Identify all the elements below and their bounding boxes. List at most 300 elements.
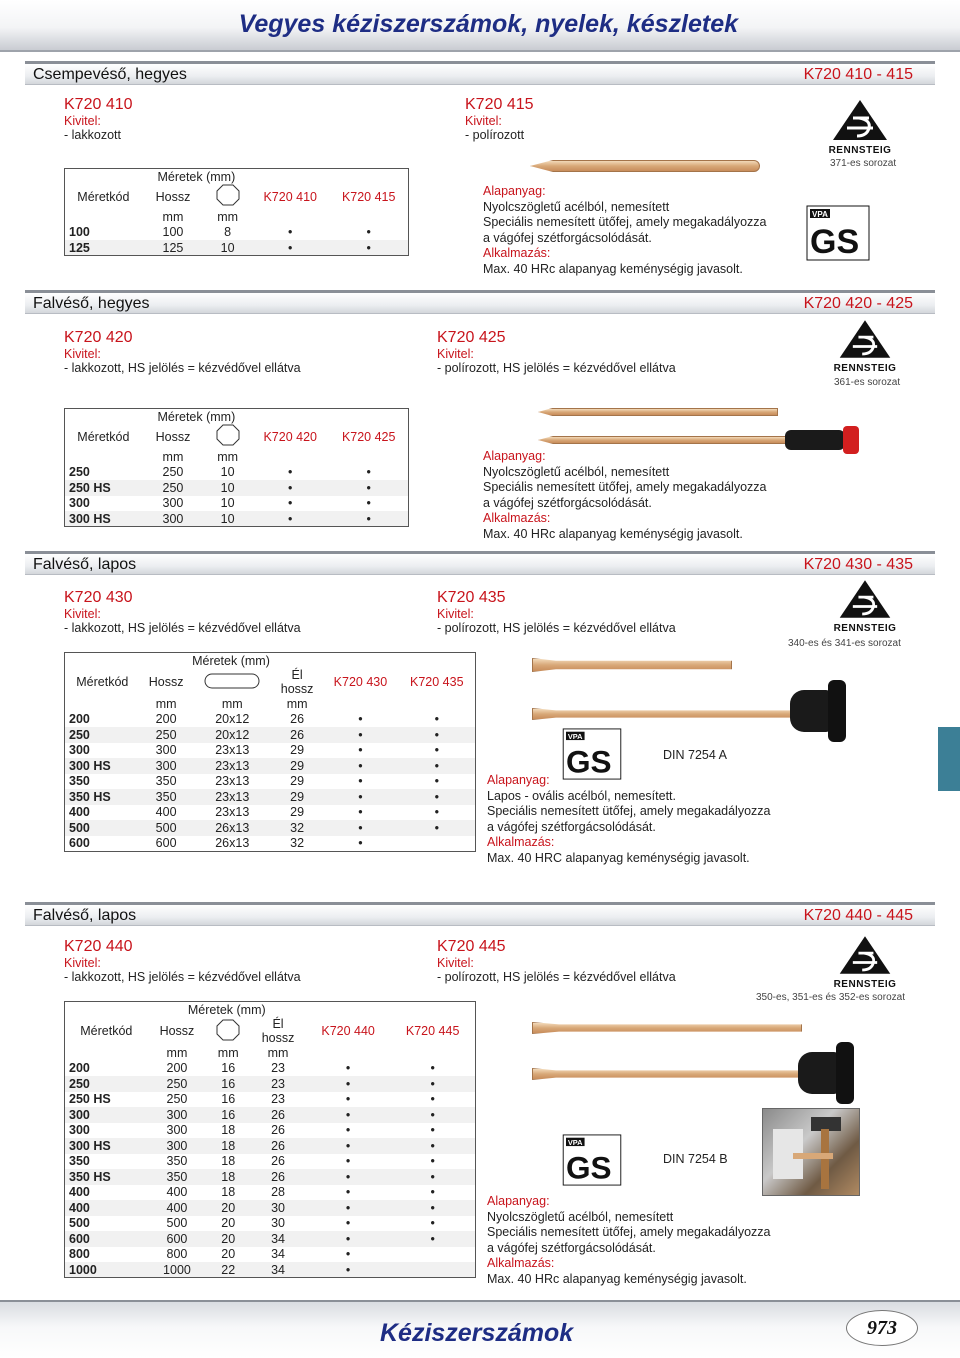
table-cell: 26	[250, 1138, 306, 1154]
table-cell: Hossz	[140, 668, 193, 696]
svg-text:VPA: VPA	[567, 1138, 583, 1148]
rennsteig-emblem-icon	[829, 98, 891, 142]
table-cell: •	[366, 225, 371, 240]
table-cell: •	[345, 1061, 351, 1076]
hand-guard-image	[785, 430, 845, 450]
chisel-image-guard	[532, 1068, 832, 1080]
table-cell: Méretkód	[65, 1017, 148, 1045]
table-cell: K720 445	[390, 1017, 475, 1045]
variant-desc: - lakkozott, HS jelölés = kézvédővel ellátva	[64, 621, 301, 635]
table-cell: 300	[166, 1123, 188, 1138]
table-cell: Méretkód	[65, 668, 140, 696]
table-cell: 20x12	[215, 712, 250, 727]
text-line: Max. 40 HRc alapanyag keménységig javasolt.	[483, 526, 743, 541]
table-cell: •	[306, 1231, 390, 1247]
rennsteig-logo	[820, 98, 900, 156]
table-cell: 29	[272, 758, 322, 774]
variant-desc: - polírozott, HS jelölés = kézvédővel ellátva	[437, 621, 676, 635]
table-cell: mm	[250, 1045, 306, 1061]
hand-guard-image	[836, 1042, 854, 1104]
table-cell: 250	[69, 465, 90, 480]
series-label: 350-es, 351-es és 352-es sorozat	[756, 992, 905, 1003]
table-cell: 300	[140, 758, 193, 774]
table-cell: 23	[250, 1076, 306, 1092]
table-cell: 10	[220, 496, 235, 511]
table-row	[65, 1185, 476, 1201]
table-row	[65, 758, 476, 774]
material-info	[483, 184, 766, 277]
table-cell: 26x13	[215, 836, 250, 850]
table-cell: Méretek (mm)	[142, 409, 251, 425]
variant-desc: - lakkozott, HS jelölés = kézvédővel ellátva	[64, 970, 301, 984]
footer-title: Kéziszerszámok	[380, 1319, 574, 1347]
table-cell: K720 440	[306, 1017, 390, 1045]
table-cell: 26x13	[193, 820, 272, 836]
table-cell: •	[430, 1154, 435, 1169]
text-line: Alkalmazás:	[487, 1256, 555, 1270]
gs-certification-icon	[806, 205, 870, 261]
usage-photo	[762, 1108, 860, 1196]
table-cell: 600	[65, 1231, 148, 1247]
table-cell: •	[399, 758, 476, 774]
section-header-falveso-lapos-2	[25, 902, 935, 926]
text-line: Max. 40 HRc alapanyag keménységig javasolt.	[487, 1271, 747, 1286]
table-cell: 300	[148, 1107, 207, 1123]
table-cell: 250	[166, 1092, 188, 1107]
table-cell: 400	[148, 1200, 207, 1216]
table-cell: 500	[166, 1216, 188, 1231]
table-cell: mm	[140, 696, 193, 712]
table-cell: 30	[271, 1216, 285, 1231]
brand-name: RENNSTEIG	[833, 623, 897, 634]
text-line: Speciális nemesített ütőfej, amely megakadályozza	[487, 804, 771, 818]
table-cell: •	[430, 1216, 435, 1231]
meretek-header: Méretek (mm)	[142, 169, 251, 185]
table-cell: •	[322, 758, 398, 774]
table-row	[65, 712, 476, 728]
table-cell: •	[434, 774, 439, 789]
table-row	[65, 1169, 476, 1185]
table-row	[65, 789, 476, 805]
table-cell: •	[345, 1092, 351, 1107]
table-cell: 34	[271, 1247, 285, 1262]
section-title: Falvéső, lapos	[33, 556, 137, 573]
material-info	[487, 773, 770, 866]
table-row	[65, 1231, 476, 1247]
col-header: K720 415	[329, 184, 408, 209]
table-cell: Hossz	[148, 1017, 207, 1045]
section-header-csempeveso	[25, 61, 935, 85]
table-cell: 20x12	[193, 727, 272, 743]
table-cell: •	[306, 1076, 390, 1092]
table-cell: mm	[148, 1045, 207, 1061]
table-row	[65, 465, 409, 481]
page-title: Vegyes kéziszerszámok, nyelek, készletek	[238, 10, 738, 38]
table-cell: K720 435	[399, 668, 476, 696]
table-cell: •	[434, 805, 439, 820]
table-cell: Méretek (mm)	[140, 653, 323, 669]
rennsteig-logo	[830, 934, 900, 990]
chisel-image	[532, 1022, 802, 1034]
text-line: Alapanyag:	[487, 1194, 550, 1208]
table-cell: 18	[221, 1123, 236, 1138]
table-cell: •	[366, 496, 371, 511]
octagon-icon	[216, 1019, 240, 1041]
table-cell: 23x13	[215, 774, 250, 789]
vpa-gs-logo	[560, 1134, 624, 1189]
table-cell: •	[430, 1185, 435, 1200]
product-code: K720 435	[437, 589, 506, 606]
table-cell: •	[251, 240, 329, 256]
table-cell: 400	[69, 1185, 90, 1200]
variant-desc: - polírozott, HS jelölés = kézvédővel ellátva	[437, 970, 676, 984]
table-cell: •	[345, 1247, 351, 1262]
table-cell: mm	[272, 696, 322, 712]
kivitel-label: Kivitel:	[64, 347, 101, 361]
kivitel-label: Kivitel:	[64, 607, 101, 621]
side-tab	[938, 727, 960, 791]
table-cell: 26	[250, 1107, 306, 1123]
table-cell: 500	[69, 1216, 90, 1231]
material-info	[483, 449, 766, 542]
table-cell: 250	[148, 1076, 207, 1092]
table-row	[65, 1107, 476, 1123]
table-cell: •	[399, 820, 476, 836]
table-cell: 28	[271, 1185, 285, 1200]
alkalmazas-label: Alkalmazás:	[483, 246, 551, 260]
table-row	[65, 727, 476, 743]
oval-profile-icon	[204, 673, 260, 689]
table-cell: 20	[206, 1200, 250, 1216]
rennsteig-emblem-icon	[836, 578, 894, 620]
table-cell: •	[390, 1169, 475, 1185]
table-cell: K720 425	[329, 424, 408, 449]
table-row	[65, 496, 409, 512]
col-header: K720 410	[251, 184, 329, 209]
table-cell: •	[329, 511, 408, 527]
din-standard: DIN 7254 B	[663, 1152, 728, 1166]
octagon-icon	[216, 184, 240, 206]
section-codes: K720 440 - 445	[803, 907, 913, 924]
text-line: hossz	[261, 1031, 295, 1045]
brand-name: RENNSTEIG	[828, 145, 892, 156]
table-cell: 100	[162, 225, 184, 240]
table-cell: •	[306, 1107, 390, 1123]
table-cell: 29	[290, 805, 305, 820]
table-cell: 29	[290, 743, 305, 758]
table-cell: 16	[221, 1061, 236, 1076]
kivitel-label: Kivitel:	[465, 114, 502, 128]
product-code: K720 420	[64, 329, 133, 346]
kivitel-label: Kivitel:	[437, 347, 474, 361]
table-cell: 10	[204, 511, 251, 527]
table-cell: 23	[271, 1092, 285, 1107]
spec-table	[64, 1001, 476, 1278]
section-codes: K720 430 - 435	[803, 556, 913, 573]
brand-name: RENNSTEIG	[833, 979, 897, 990]
hand-guard-image	[790, 690, 830, 732]
table-cell: •	[345, 1123, 351, 1138]
hand-guard-image	[828, 680, 846, 742]
text-line: Alapanyag:	[487, 773, 550, 787]
chisel-image	[530, 160, 760, 172]
table-cell: 10	[204, 480, 251, 496]
variant-desc: - lakkozott	[64, 128, 121, 142]
table-cell: 18	[206, 1138, 250, 1154]
table-cell: 30	[250, 1200, 306, 1216]
section-title: Csempevéső, hegyes	[33, 66, 187, 83]
text-line: a vágófej szétforgácsolódását.	[487, 1240, 656, 1255]
table-row	[65, 1138, 476, 1154]
table-cell: 350	[155, 774, 177, 789]
meretkod-header: Méretkód	[65, 184, 142, 209]
table-cell: •	[306, 1138, 390, 1154]
table-row	[65, 1200, 476, 1216]
table-cell: 32	[272, 820, 322, 836]
text-line: a vágófej szétforgácsolódását.	[483, 230, 652, 245]
series-label: 361-es sorozat	[834, 377, 901, 388]
series-label: 340-es és 341-es sorozat	[788, 638, 901, 649]
table-cell: 1000	[65, 1262, 148, 1278]
table-cell: 26	[290, 712, 305, 727]
text-line: Él	[272, 1017, 284, 1031]
table-row	[65, 836, 476, 852]
hand-guard-image	[798, 1052, 838, 1094]
table-cell: 10	[220, 465, 235, 480]
product-code: K720 445	[437, 938, 506, 955]
section-header-falveso-lapos	[25, 551, 935, 575]
variant-desc: - polírozott	[465, 128, 525, 142]
table-cell: •	[358, 743, 363, 758]
table-cell: Hossz	[142, 424, 205, 449]
table-cell: •	[390, 1107, 475, 1123]
text-line: Nyolcszögletű acélból, nemesített	[487, 1209, 674, 1224]
material-info	[487, 1194, 770, 1287]
section-codes: K720 420 - 425	[803, 295, 913, 312]
table-cell: 34	[250, 1231, 306, 1247]
svg-text:VPA: VPA	[567, 732, 583, 742]
table-cell: •	[358, 774, 363, 789]
table-cell: 18	[221, 1185, 236, 1200]
table-cell: 250 HS	[69, 1092, 111, 1107]
table-cell: 400	[166, 1185, 188, 1200]
table-row	[65, 1076, 476, 1092]
table-cell: 300	[155, 743, 177, 758]
table-cell: 350	[69, 774, 90, 789]
table-cell	[390, 1262, 475, 1278]
table-cell: mm	[193, 696, 272, 712]
hammer-chisel-photo-icon	[763, 1109, 861, 1197]
table-cell: 26	[272, 727, 322, 743]
table-cell: •	[358, 805, 363, 820]
table-cell: 26	[271, 1123, 285, 1138]
table-cell: 20	[221, 1216, 236, 1231]
table-cell: •	[322, 820, 398, 836]
table-cell: •	[345, 1216, 351, 1231]
text-line: Alkalmazás:	[487, 835, 555, 849]
table-cell: 29	[272, 789, 322, 805]
rennsteig-emblem-icon	[836, 318, 894, 360]
product-code: K720 425	[437, 329, 506, 346]
table-cell: Méretkód	[65, 424, 142, 449]
table-cell: 16	[206, 1076, 250, 1092]
table-cell: •	[390, 1231, 475, 1247]
table-cell: 400	[69, 805, 90, 820]
table-cell: 300	[65, 1107, 148, 1123]
table-cell: 200	[155, 712, 177, 727]
table-cell: 250	[162, 465, 184, 480]
table-cell: 300 HS	[65, 758, 140, 774]
table-cell: 300	[148, 1138, 207, 1154]
table-cell: •	[329, 240, 408, 256]
table-cell: 16	[221, 1092, 236, 1107]
text-line: Lapos - ovális acélból, nemesített.	[487, 788, 676, 803]
table-cell: 23x13	[193, 789, 272, 805]
table-row	[65, 240, 409, 256]
table-cell: •	[430, 1092, 435, 1107]
table-cell: 200	[166, 1061, 188, 1076]
table-row	[65, 1092, 476, 1108]
table-cell: •	[366, 465, 371, 480]
table-cell: •	[345, 1154, 351, 1169]
table-cell: 100	[69, 225, 90, 240]
text-line: Nyolcszögletű acélból, nemesített	[483, 464, 670, 479]
text-line: a vágófej szétforgácsolódását.	[487, 819, 656, 834]
table-cell: 18	[221, 1154, 236, 1169]
chisel-image-guard	[538, 436, 788, 444]
text-line: Speciális nemesített ütőfej, amely megakadályozza	[483, 480, 767, 494]
table-row	[65, 820, 476, 836]
table-cell: 250	[140, 727, 193, 743]
table-cell: 600	[69, 836, 90, 850]
brand-name: RENNSTEIG	[833, 363, 897, 374]
table-cell: 350 HS	[65, 789, 140, 805]
variant-desc: - lakkozott, HS jelölés = kézvédővel ellátva	[64, 361, 301, 375]
product-code: K720 440	[64, 938, 133, 955]
table-cell: K720 420	[251, 424, 329, 449]
product-code: K720 415	[465, 96, 534, 113]
table-cell: 300	[162, 496, 184, 511]
gs-certification-icon	[560, 1134, 624, 1186]
alapanyag-label: Alapanyag:	[483, 184, 546, 198]
table-cell: •	[430, 1123, 435, 1138]
table-cell: mm	[204, 449, 251, 465]
kivitel-label: Kivitel:	[64, 956, 101, 970]
table-cell: 23	[271, 1061, 285, 1076]
table-cell: 18	[206, 1169, 250, 1185]
text-line: Speciális nemesített ütőfej, amely megakadályozza	[487, 1225, 771, 1239]
table-cell: 350	[140, 789, 193, 805]
table-cell: 300	[69, 743, 90, 758]
table-cell: •	[390, 1200, 475, 1216]
table-cell: 300	[69, 1123, 90, 1138]
table-cell: 125	[65, 240, 142, 256]
kivitel-label: Kivitel:	[437, 956, 474, 970]
table-cell: •	[251, 511, 329, 527]
table-cell: 32	[290, 836, 305, 850]
table-row	[65, 1262, 476, 1278]
table-row	[65, 774, 476, 790]
section-header-falveso-hegyes	[25, 290, 935, 314]
rennsteig-logo	[830, 318, 900, 374]
table-row	[65, 805, 476, 821]
table-row	[65, 1247, 476, 1263]
text-line: Speciális nemesített ütőfej, amely megakadályozza	[483, 215, 767, 229]
table-cell	[399, 836, 476, 852]
table-cell: •	[390, 1076, 475, 1092]
vpa-gs-logo	[806, 205, 870, 264]
table-cell: 500	[140, 820, 193, 836]
table-row	[65, 1123, 476, 1139]
table-cell: 16	[206, 1107, 250, 1123]
table-cell: 20	[206, 1231, 250, 1247]
table-cell: •	[251, 480, 329, 496]
table-cell: •	[329, 480, 408, 496]
table-cell: 250 HS	[65, 480, 142, 496]
table-cell: 350	[148, 1169, 207, 1185]
table-cell: •	[322, 789, 398, 805]
text-line: Nyolcszögletű acélból, nemesített	[483, 199, 670, 214]
chisel-image	[532, 658, 732, 672]
page-number: 973	[846, 1310, 918, 1346]
unit-mm: mm	[142, 209, 205, 225]
table-cell: 300	[69, 496, 90, 511]
table-cell: 23x13	[193, 758, 272, 774]
text-line: Max. 40 HRc alapanyag keménységig javasolt.	[483, 261, 743, 276]
table-row	[65, 743, 476, 759]
table-cell: •	[288, 465, 293, 480]
table-cell: •	[430, 1061, 435, 1076]
section-title: Falvéső, lapos	[33, 907, 137, 924]
table-cell: 26	[250, 1169, 306, 1185]
hand-guard-image	[843, 426, 859, 454]
table-cell: •	[345, 1185, 351, 1200]
din-standard: DIN 7254 A	[663, 748, 727, 762]
table-row	[65, 511, 409, 527]
table-cell: •	[434, 743, 439, 758]
text-line: a vágófej szétforgácsolódását.	[483, 495, 652, 510]
table-cell: 300 HS	[65, 511, 142, 527]
svg-text:GS: GS	[566, 1149, 612, 1186]
table-cell: •	[288, 225, 293, 240]
variant-desc: - polírozott, HS jelölés = kézvédővel ellátva	[437, 361, 676, 375]
table-cell: K720 430	[322, 668, 398, 696]
kivitel-label: Kivitel:	[64, 114, 101, 128]
svg-text:VPA: VPA	[812, 210, 828, 219]
table-cell: 250	[142, 480, 205, 496]
section-title: Falvéső, hegyes	[33, 295, 150, 312]
series-label: 371-es sorozat	[830, 158, 897, 169]
table-row	[65, 1061, 476, 1077]
table-cell: 29	[290, 774, 305, 789]
table-cell: 350	[69, 1154, 90, 1169]
kivitel-label: Kivitel:	[437, 607, 474, 621]
text-line: Max. 40 HRC alapanyag keménységig javasolt.	[487, 850, 750, 865]
table-cell: 400	[65, 1200, 148, 1216]
text-line: Alapanyag:	[483, 449, 546, 463]
chisel-image	[538, 408, 778, 416]
table-cell: 400	[155, 805, 177, 820]
spec-table	[64, 408, 409, 527]
table-cell: 300 HS	[65, 1138, 148, 1154]
table-cell: 20	[221, 1247, 236, 1262]
table-cell: 34	[250, 1262, 306, 1278]
table-cell: •	[390, 1138, 475, 1154]
text-line: Él	[291, 668, 303, 682]
table-cell: 23x13	[215, 743, 250, 758]
table-cell: 1000	[148, 1262, 207, 1278]
table-cell: •	[306, 1169, 390, 1185]
